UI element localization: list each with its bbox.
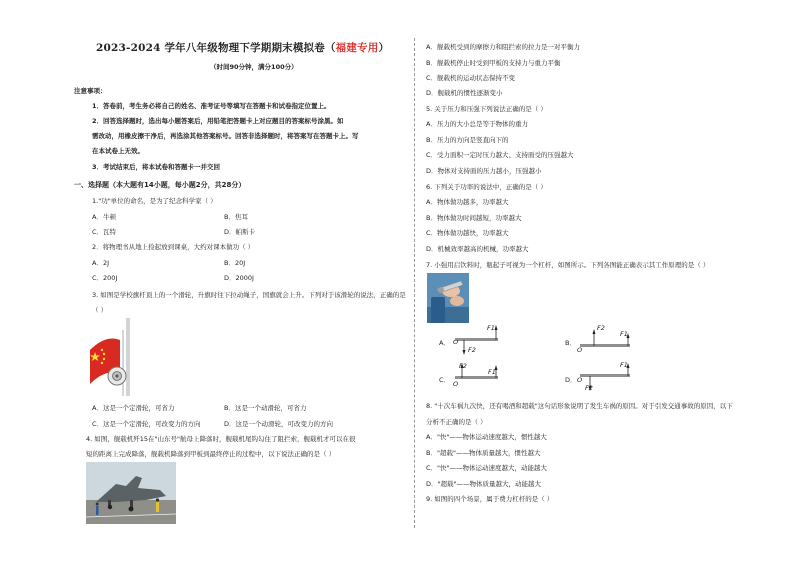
- q2-option-b: B．20J: [224, 259, 246, 267]
- question-7-stem: 7. 小强用启饮料时，瓶起子可视为一个杠杆，如图所示。下列各图能正确表示其工作原理的是（ ）: [426, 261, 710, 269]
- q1-option-a: A．牛顿: [92, 213, 116, 221]
- question-3-stem: 3. 如图是学校旗杆顶上的一个滑轮，升旗时往下拉动绳子，国旗就会上升。下列对于该滑轮的说法，正确的是: [92, 291, 406, 299]
- q6-option-a: A．物体做功越多，功率越大: [426, 198, 509, 206]
- q3-option-d: D．这是一个动滑轮，可改变力的方向: [224, 420, 334, 428]
- bottle-opener-image: [427, 273, 469, 323]
- label-f1: F1: [620, 361, 628, 369]
- q3-option-c: C．这是一个定滑轮，可改变力的方向: [92, 420, 201, 428]
- label-f1: F1: [620, 330, 628, 338]
- q6-option-d: D．机械效率越高的机械，功率越大: [426, 245, 529, 253]
- q1-option-b: B．焦耳: [224, 213, 248, 221]
- label-f2: F2: [468, 346, 476, 354]
- q8-option-b: B．"超载"——物体质量越大，惯性越大: [426, 449, 541, 457]
- label-f2: F2: [585, 384, 593, 392]
- label-o: O: [453, 380, 459, 388]
- q3-option-b: B．这是一个动滑轮，可省力: [224, 404, 307, 412]
- q7-option-b-label: B．: [565, 339, 576, 347]
- q5-option-b: B．压力的方向是竖直向下的: [426, 136, 509, 144]
- q5-option-c: C．受力面积一定时压力越大、支持面受的压强越大: [426, 151, 574, 159]
- lever-diagram-c: [450, 360, 500, 396]
- q7-option-c-label: C．: [439, 376, 451, 384]
- label-f2: F2: [459, 362, 467, 370]
- q1-option-c: C．瓦特: [92, 228, 117, 236]
- q2-option-a: A．2J: [92, 259, 109, 267]
- notes-item: 3．考试结束后，将本试卷和答题卡一并交回: [92, 163, 221, 171]
- question-2-stem: 2．将物理书从地上捡起放到课桌，大约对课本做功（ ）: [92, 243, 255, 251]
- q1-option-d: D．帕斯卡: [224, 228, 256, 236]
- q4-option-b: B．舰载机停止时受到甲板的支持力与重力平衡: [426, 59, 561, 67]
- question-6-stem: 6. 下列关于功率的说法中，正确的是（ ）: [426, 183, 547, 191]
- title-region-highlight: 福建专用: [335, 42, 379, 54]
- question-3-stem-cont: （ ）: [92, 306, 108, 314]
- question-4-stem: 4. 如图，舰载机歼15在"山东号"航母上降落时，舰载机尾钩勾住了阻拦索，舰载机才可以在很: [86, 435, 356, 443]
- notes-item: 2．回答选择题时，选出每小题答案后，用铅笔把答题卡上对应题目的答案标号涂黑。如: [92, 117, 344, 125]
- question-5-stem: 5. 关于压力和压强下列说法正确的是（ ）: [426, 105, 547, 113]
- exam-title: 2023-2024 学年八年级物理下学期期末模拟卷（福建专用）: [96, 42, 390, 54]
- carrier-jet-image: [86, 462, 176, 524]
- q2-option-d: D．2000J: [224, 274, 254, 282]
- question-8-stem-cont: 分析不正确的是（ ）: [426, 418, 487, 426]
- label-o: O: [453, 338, 459, 346]
- label-f1: F1: [488, 368, 496, 376]
- label-o: O: [577, 346, 583, 354]
- exam-subtitle: （时间90分钟，满分100分）: [210, 63, 298, 71]
- label-o: O: [577, 376, 583, 384]
- question-8-stem: 8. "十次车祸九次快，还有喝酒和超载"这句话形象说明了发生车祸的原因。对于引发交通事故的原因，以下: [426, 402, 733, 410]
- notes-heading: 注意事项：: [74, 87, 107, 95]
- notes-item: 1．答卷前，考生务必将自己的姓名、准考证号等填写在答题卡和试卷指定位置上。: [92, 102, 331, 110]
- label-f2: F2: [597, 324, 605, 332]
- q8-option-c: C．"快"——物体运动速度越大，动能越大: [426, 464, 548, 472]
- question-9-stem: 9. 如图的四个场景，属于费力杠杆的是（ ）: [426, 495, 554, 503]
- notes-item: 在本试卷上无效。: [92, 147, 144, 155]
- q8-option-a: A．"快"——物体运动速度越大，惯性越大: [426, 433, 547, 441]
- question-1-stem: 1."功"单位的命名，是为了纪念科学家（ ）: [92, 197, 217, 205]
- q4-option-c: C．舰载机的运动状态保持不变: [426, 74, 516, 82]
- q6-option-c: C．物体做功越快，功率越大: [426, 229, 509, 237]
- q7-option-a-label: A．: [439, 339, 450, 347]
- q4-option-d: D．舰载机的惯性逐渐变小: [426, 89, 503, 97]
- q5-option-d: D．物体对支持面的压力越小，压强越小: [426, 167, 542, 175]
- label-f1: F1: [487, 324, 495, 332]
- q4-option-a: A．舰载机受到的摩擦力和阻拦索的拉力是一对平衡力: [426, 43, 580, 51]
- q2-option-c: C．200J: [92, 274, 118, 282]
- q6-option-b: B．物体做功时间越短，功率越大: [426, 214, 522, 222]
- q5-option-a: A．压力的大小总是等于物体的重力: [426, 120, 528, 128]
- question-4-stem-cont: 短的距离上完成降落，舰载机降落到甲板到最终停止的过程中，以下说法正确的是（ ）: [86, 450, 336, 458]
- q8-option-d: D．"超载"——物体质量越大，动能越大: [426, 480, 541, 488]
- notes-item: 需改动，用橡皮擦干净后，再选涂其他答案标号。回答非选择题时，将答案写在答题卡上。写: [92, 132, 359, 140]
- column-divider: [414, 38, 415, 528]
- q7-option-d-label: D．: [565, 376, 577, 384]
- section-heading: 一、选择题（本大题有14小题，每小题2分，共28分）: [74, 181, 246, 189]
- q3-option-a: A．这是一个定滑轮，可省力: [92, 404, 175, 412]
- flag-pulley-image: [86, 318, 136, 396]
